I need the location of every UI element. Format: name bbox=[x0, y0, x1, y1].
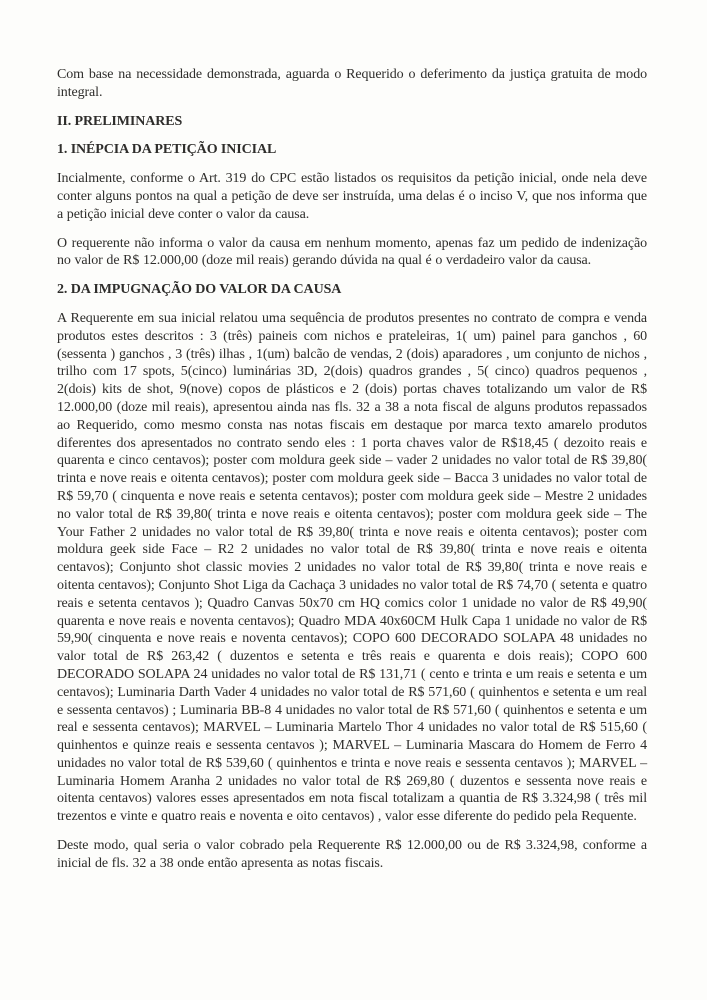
paragraph-justica-gratuita: Com base na necessidade demonstrada, aguarda o Requerido o deferimento da justiça gratuita de modo integral. bbox=[57, 67, 647, 100]
heading-2-impugnacao-valor-causa: 2. DA IMPUGNAÇÃO DO VALOR DA CAUSA bbox=[57, 282, 342, 298]
paragraph-art-319-cpc: Incialmente, conforme o Art. 319 do CPC estão listados os requisitos da petição inicial, onde nela deve conter alguns pontos na qual a petição de deve ser instruída, uma delas é o inciso V, que nos informa que a petição inicial deve conter o valor da causa. bbox=[57, 171, 647, 222]
heading-ii-preliminares: II. PRELIMINARES bbox=[57, 113, 183, 129]
heading-1-inepcia-peticao-inicial: 1. INÉPCIA DA PETIÇÃO INICIAL bbox=[57, 142, 277, 158]
paragraph-questionamento-valor-cobrado: Deste modo, qual seria o valor cobrado pela Requerente R$ 12.000,00 ou de R$ 3.324,98, conforme a inicial de fls. 32 a 38 onde então apresenta as notas fiscais. bbox=[57, 838, 647, 871]
paragraph-valor-causa-duvida: O requerente não informa o valor da causa em nenhum momento, apenas faz um pedido de indenização no valor de R$ 12.000,00 (doze mil reais) gerando dúvida na qual é o verdadeiro valor da causa. bbox=[57, 235, 647, 269]
paragraph-lista-produtos-notas-fiscais: A Requerente em sua inicial relatou uma sequência de produtos presentes no contrato de compra e venda produtos estes descritos : 3 (três) paineis com nichos e prateleiras, 1( um) painel para ganchos , 60 (sessenta ) ganchos , 3 (três) ilhas , 1(um) balcão de vendas, 2 (dois) aparadores , um conjunto de nichos , trilho com 17 spots, 5(cinco) luminárias 3D, 2(dois) quadros grandes , 5( cinco) quadros pequenos , 2(dois) kits de shot, 9(nove) copos de plásticos e 2 (dois) portas chaves totalizando um valor de R$ 12.000,00 (doze mil reais), apresentou ainda nas fls. 32 a 38 a nota fiscal de alguns produtos repassados ao Requerido, como mesmo consta nas notas fiscais em destaque por marca texto amarelo produtos diferentes dos apresentados no contrato sendo eles : 1 porta chaves valor de R$18,45 ( dezoito reais e quarenta e cinco centavos); poster com moldura geek side – vader 2 unidades no valor total de R$ 39,80( trinta e nove reais e oitenta centavos); poster com moldura geek side – Bacca 3 unidades no valor total de R$ 59,70 ( cinquenta e nove reais e setenta centavos); poster com moldura geek side – Mestre 2 unidades no valor total de R$ 39,80( trinta e nove reais e oitenta centavos); poster com moldura geek side – The Your Father 2 unidades no valor total de R$ 39,80( trinta e nove reais e oitenta centavos); poster com moldura geek side Face – R2 2 unidades no valor total de R$ 39,80( trinta e nove reais e oitenta centavos); Conjunto shot classic movies 2 unidades no valor total de R$ 39,80( trinta e nove reais e oitenta centavos); Conjunto Shot Liga da Cachaça 3 unidades no valor total de R$ 74,70 ( setenta e quatro reais e setenta centavos ); Quadro Canvas 50x70 cm HQ comics color 1 unidade no valor de R$ 49,90( quarenta e nove reais e noventa centavos); Quadro MDA 40x60CM Hulk Capa 1 unidade no valor de R$ 59,90( cinquenta e nove reais e noventa centavos); COPO 600 DECORADO SOLAPA 48 unidades no valor total de R$ 263,42 ( duzentos e setenta e três reais e quarenta e dois reais); COPO 600 DECORADO SOLAPA 24 unidades no valor total de R$ 131,71 ( cento e trinta e um reais e setenta e um centavos); Luminaria Darth Vader 4 unidades no valor total de R$ 571,60 ( quinhentos e setenta e um real e sessenta centavos) ; Luminaria BB-8 4 unidades no valor total de R$ 571,60 ( quinhentos e setenta e um real e sessenta centavos); MARVEL – Luminaria Martelo Thor 4 unidades no valor total de R$ 515,60 ( quinhentos e quinze reais e sessenta centavos ); MARVEL – Luminaria Mascara do Homem de Ferro 4 unidades no valor total de R$ 539,60 ( quinhentos e trinta e nove reais e sessenta centavos ); MARVEL – Luminaria Homem Aranha 2 unidades no valor total de R$ 269,80 ( duzentos e sessenta nove reais e oitenta centavos) valores esses apresentados em nota fiscal totalizam a quantia de R$ 3.324,98 ( três mil trezentos e vinte e quatro reais e noventa e oito centavos) , valor esse diferente do pedido pela Requente. bbox=[57, 310, 647, 825]
